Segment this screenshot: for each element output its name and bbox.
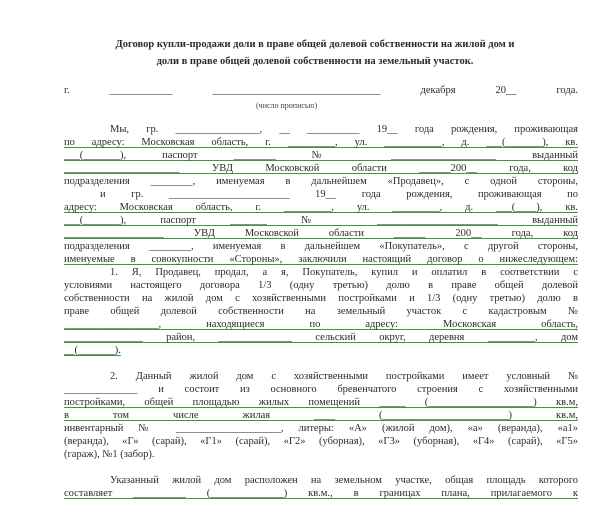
contract-line: составляет __________ (______________) кв.м., в границах плана, прилагаемого к [64,488,578,499]
contract-line: (гараж), №1 (забор). [64,449,155,460]
contract-line: 2. Данный жилой дом с хозяйственными постройками имеет условный № [110,371,578,382]
contract-line: подразделения ________, именуемая в дальнейшем «Покупатель», с другой стороны, [64,241,578,252]
contract-line: 1. Я, Продавец, продал, а я, Покупатель, купил и оплатил в соответствии с [110,267,578,278]
contract-line: подразделения ________, именуемая в дальнейшем «Продавец», с одной стороны, [64,176,578,187]
contract-line: и гр. _______________________ 19__ года рождения, проживающая по [100,189,578,200]
title-line-2: доли в праве общей долевой собственности на земельный участок. [156,56,474,67]
contract-line: в том числе жилая ____ (________________________) кв.м, [64,410,578,421]
contract-line: __________________, находящиеся по адресу: Московская область, [64,319,578,330]
contract-line: условиями настоящего договора 1/3 (одну третью) долю в праве общей долевой [64,280,578,291]
contract-line: праве общей долевой собственности на земельный участок с кадастровым № [64,306,578,317]
contract-line: ___________________ УВД Московской области ______ 200__ года, код [64,228,578,239]
contract-line: собственности на жилой дом с хозяйственными постройками и 1/3 (одну третью) долю в [64,293,578,304]
contract-line: по адресу: Московская область, г. _________, ул. ___________, д. ___(_______), кв. [64,137,578,148]
date-note: (число прописью) [256,101,318,110]
contract-line: ___(_______), паспорт _______ № _______________________ выданный [64,215,578,226]
contract-line: __(_______). [64,345,121,356]
contract-line: _______________ район, ______________ сельский округ, деревня _________, дом [64,332,578,343]
contract-line: адресу: Московская область, г. _________, ул. _________, д. ___(____), кв. [64,202,578,213]
contract-line: (веранда), «Г» (сарай), «Г1» (сарай), «Г2» (уборная), «Г3» (уборная), «Г4» (сарай), «Г5» [64,436,578,447]
contract-line: Указанный жилой дом расположен на земельном участке, общая площадь которого [110,475,578,486]
contract-line: постройками, общей площадью жилых помещений _____ (____________________) кв.м, [64,397,578,408]
contract-line: инвентарный № ____________________, литеры: «А» (жилой дом), «а» (веранда), «а1» [64,423,578,434]
place-date-line: г. ____________ ________________________________ декабря 20__ года. [64,85,578,96]
contract-line: именуемые в совокупности «Стороны», заключили настоящий договор о нижеследующем: [64,254,578,265]
title-line-1: Договор купли-продажи доли в праве общей долевой собственности на жилой дом и [115,39,515,50]
contract-line: ______________ и состоит из основного бревенчатого строения с хозяйственными [64,384,578,395]
contract-line: ___(_______), паспорт ________ № ____________________ выданный [64,150,578,161]
contract-line: Мы, гр. ________________, __ __________ 19__ года рождения, проживающая [110,124,578,135]
document-title [40,36,590,70]
contract-line: ______________________ УВД Московской области ______200__ года, код [64,163,578,174]
